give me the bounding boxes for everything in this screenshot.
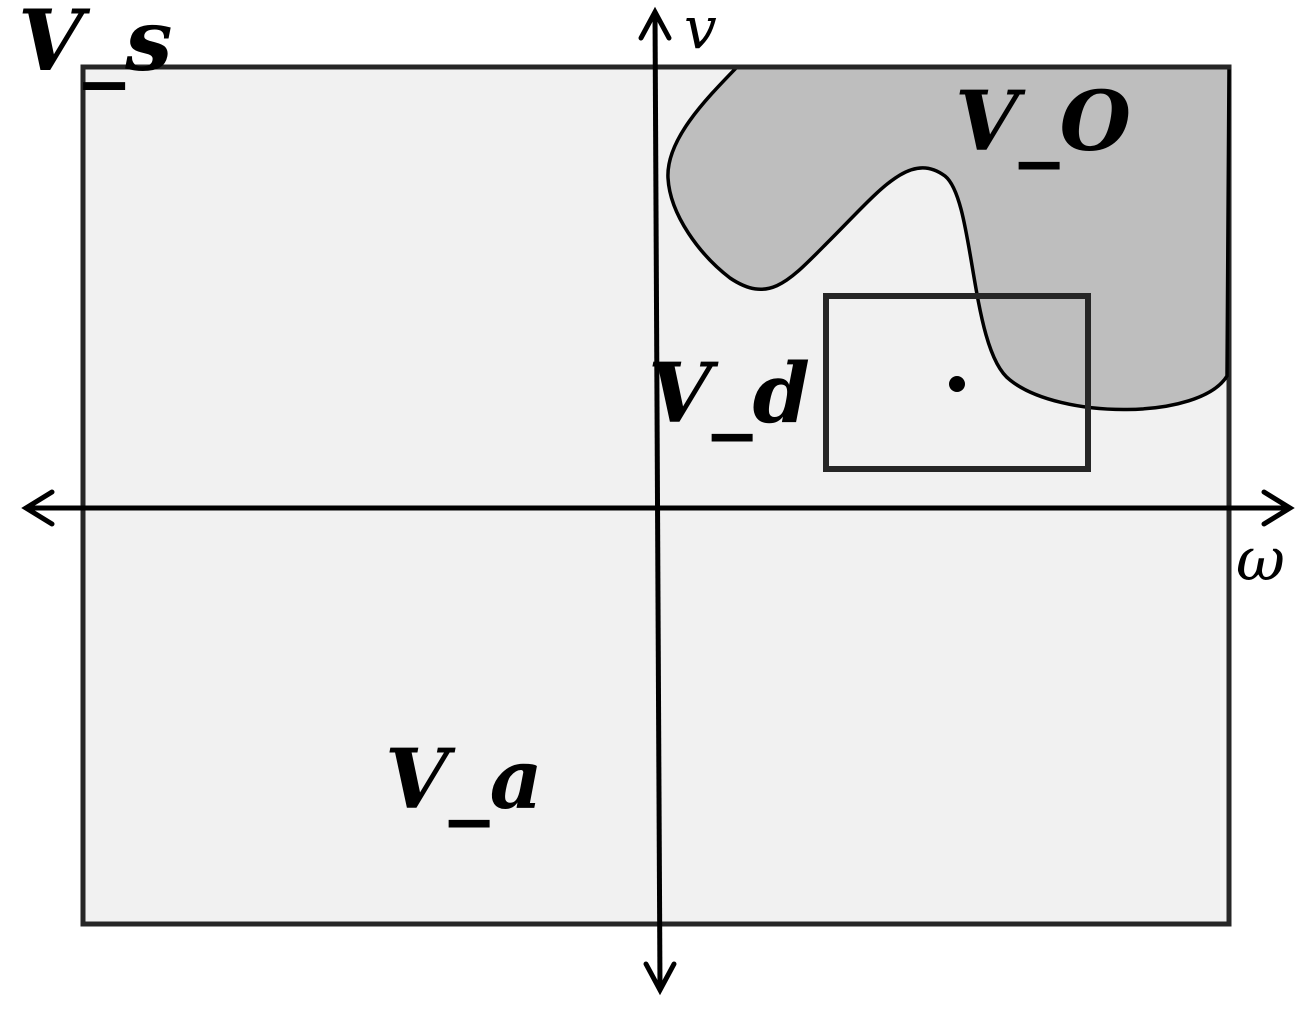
current-velocity-point — [949, 376, 965, 392]
label-admissible-space: V_a — [385, 732, 543, 828]
axis-label-omega: ω — [1236, 525, 1285, 595]
label-dynamic-window: V_d — [648, 346, 810, 442]
axis-label-v: v — [684, 0, 717, 62]
label-search-space: V_s — [18, 0, 173, 90]
label-obstacle-space: V_O — [955, 74, 1132, 170]
